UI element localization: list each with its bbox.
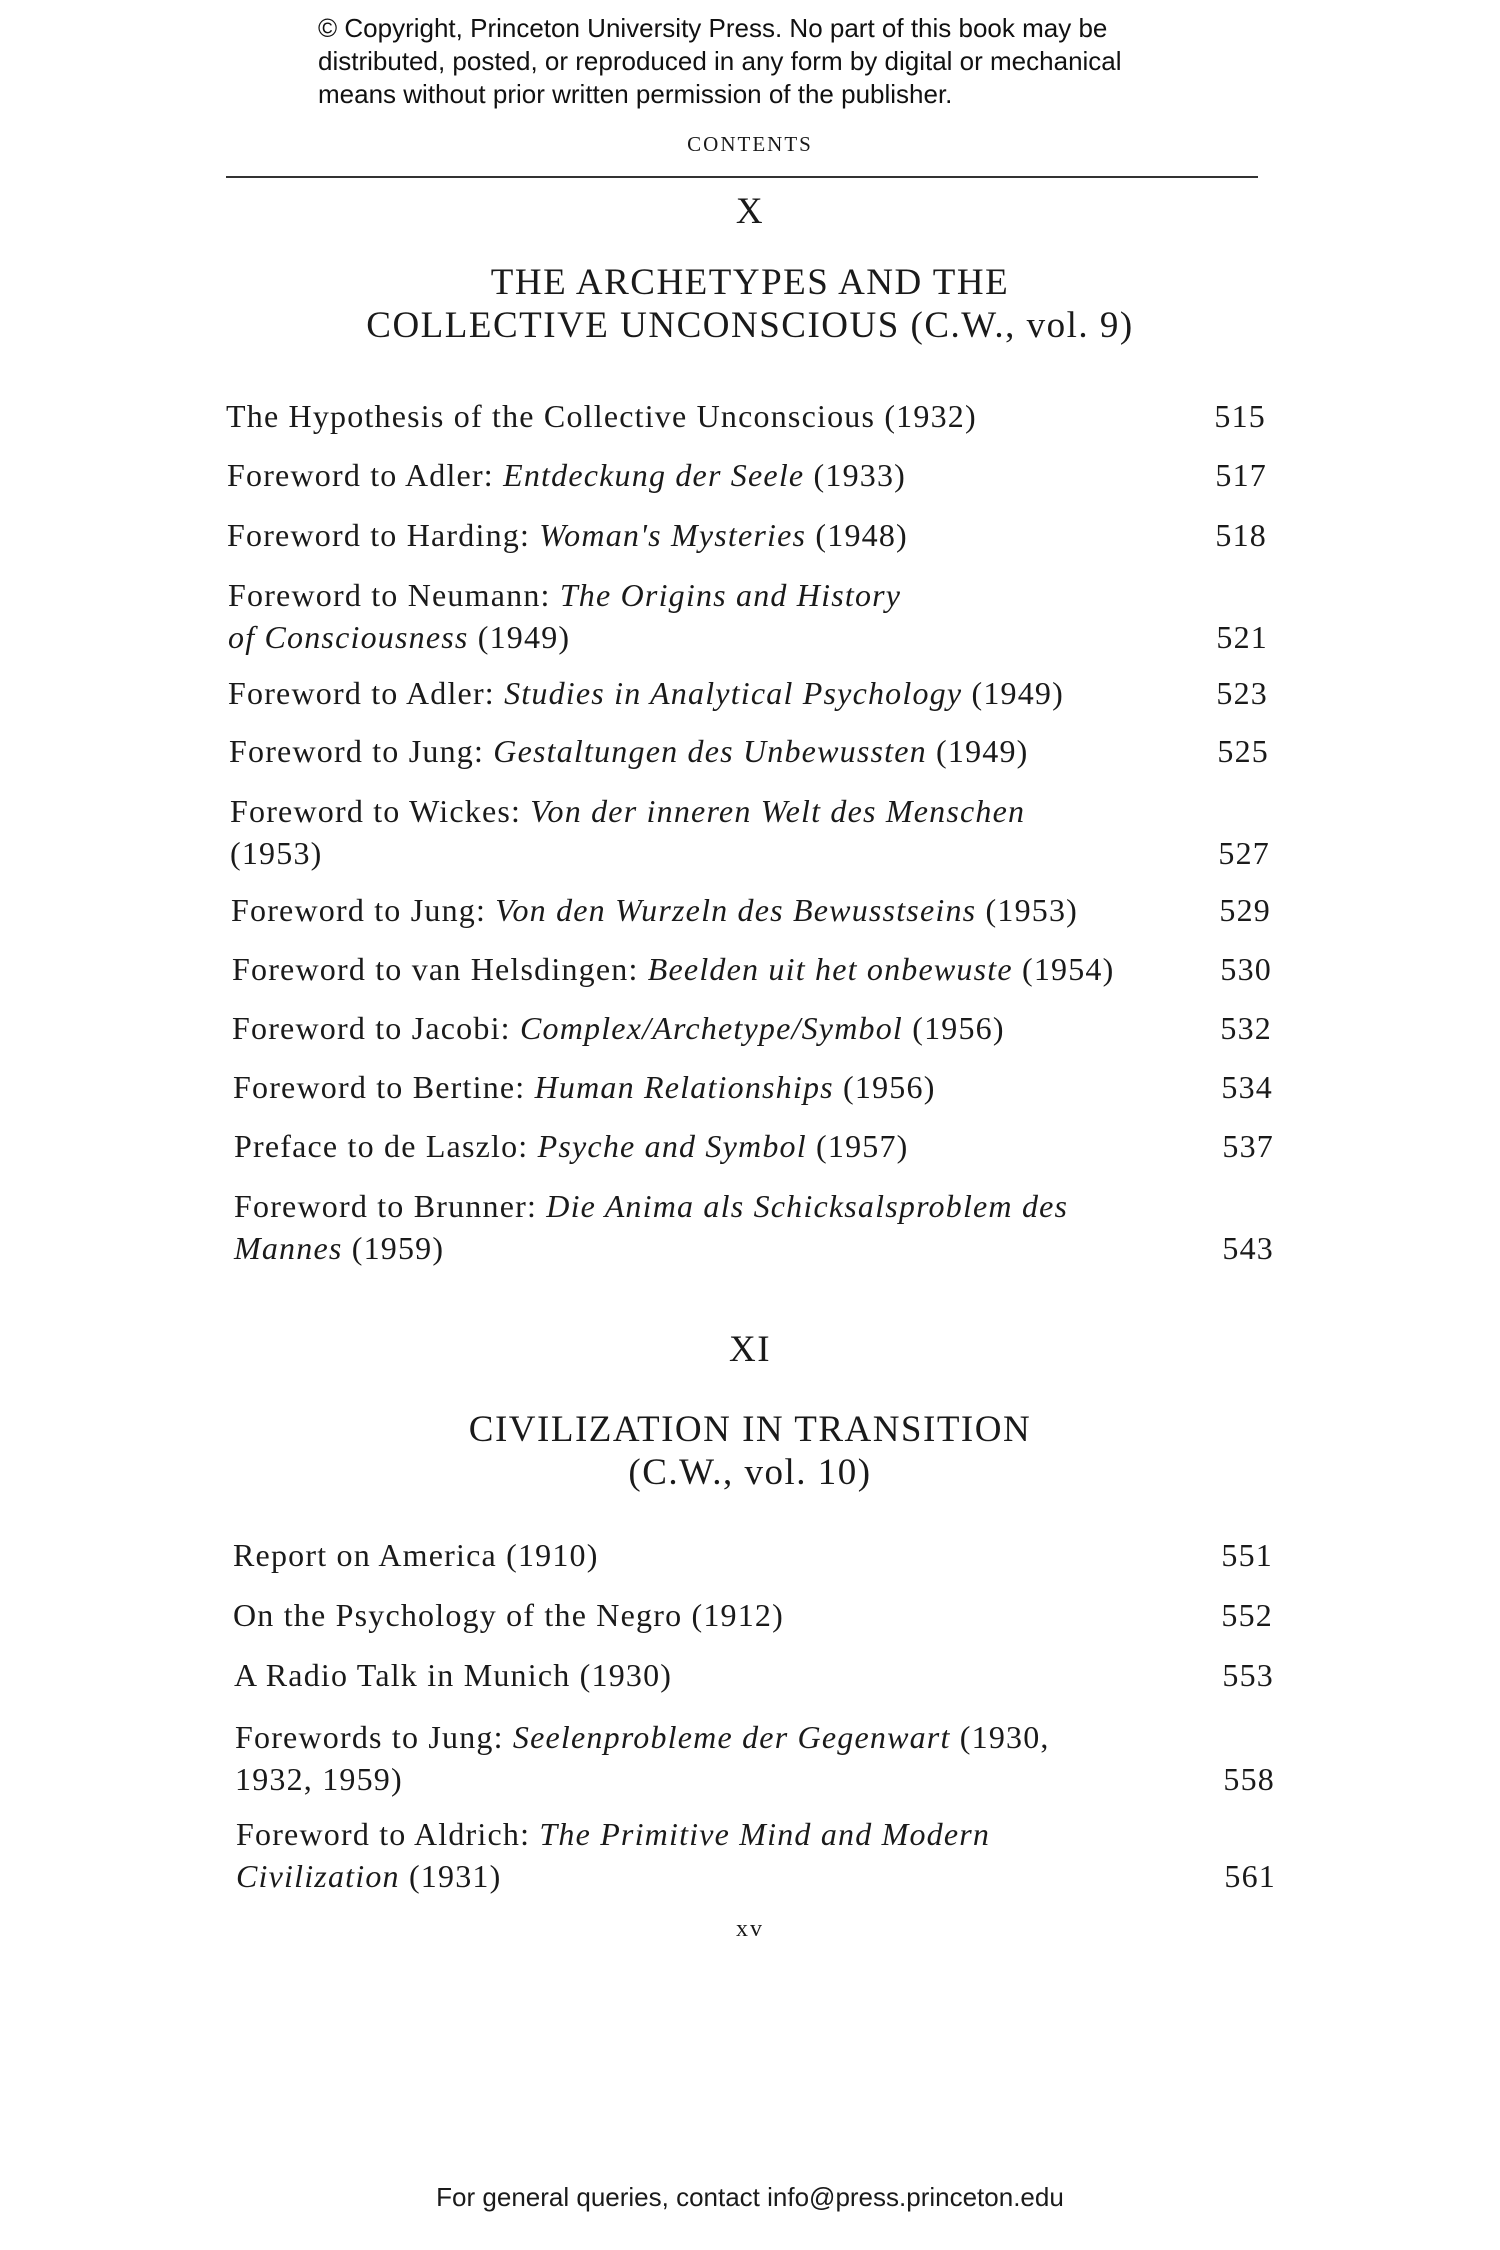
toc-entry-line: [235, 1758, 1275, 1800]
entry-text: A Radio Talk in Munich (1930): [234, 1657, 673, 1693]
entry-title-italic: Mannes: [234, 1230, 343, 1266]
entry-text: (1953): [976, 892, 1079, 928]
toc-entry: [234, 1654, 1274, 1696]
toc-entry-line: [232, 1007, 1272, 1049]
entry-text: (1959): [342, 1230, 445, 1266]
copyright-notice: [318, 12, 1218, 111]
toc-entry-line: [236, 1855, 1276, 1897]
entry-text: Foreword to Aldrich:: [236, 1816, 540, 1852]
entry-page-number: 532: [1220, 1010, 1272, 1046]
toc-entry: [228, 672, 1268, 714]
copyright-line: © Copyright, Princeton University Press. No part of this book may be: [318, 13, 1108, 43]
toc-entry: [234, 1125, 1274, 1167]
entry-title-italic: Woman's Mysteries: [539, 517, 807, 553]
toc-entry: [236, 1813, 1276, 1897]
section-title: (C.W., vol. 10): [628, 1452, 872, 1493]
section-title: CIVILIZATION IN TRANSITION: [468, 1409, 1032, 1450]
entry-text: Foreword to Neumann:: [228, 577, 560, 613]
entry-text: (1949): [468, 619, 571, 655]
entry-page-number: 534: [1221, 1069, 1273, 1105]
entry-title-italic: Civilization: [236, 1858, 400, 1894]
entry-text: Foreword to Adler:: [228, 675, 505, 711]
entry-text: (1930,: [950, 1719, 1050, 1755]
copyright-line: distributed, posted, or reproduced in any form by digital or mechanical: [318, 46, 1122, 76]
entry-text: Foreword to Bertine:: [233, 1069, 535, 1105]
entry-title-italic: of Consciousness: [228, 619, 469, 655]
toc-entry: [233, 1066, 1273, 1108]
toc-entry: [231, 889, 1271, 931]
toc-entry: [227, 454, 1267, 496]
entry-text: 1932, 1959): [235, 1761, 403, 1797]
toc-entry: [232, 1007, 1272, 1049]
entry-text: (1954): [1012, 951, 1115, 987]
entry-text: (1949): [926, 733, 1029, 769]
toc-entry: [233, 1534, 1273, 1576]
entry-page-number: 521: [1216, 619, 1268, 655]
toc-entry-line: [228, 574, 1268, 616]
toc-entry: [230, 790, 1270, 874]
toc-entry-line: [230, 790, 1270, 832]
section-title: COLLECTIVE UNCONSCIOUS (C.W., vol. 9): [366, 305, 1134, 346]
entry-text: Foreword to Brunner:: [234, 1188, 547, 1224]
entry-title-italic: Seelenprobleme der Gegenwart: [512, 1719, 951, 1755]
toc-entry-line: [233, 1066, 1273, 1108]
entry-text: On the Psychology of the Negro (1912): [233, 1597, 784, 1633]
toc-entry-line: [228, 672, 1268, 714]
toc-entry-line: [236, 1813, 1276, 1855]
entry-text: Foreword to Wickes:: [230, 793, 531, 829]
entry-page-number: 553: [1222, 1657, 1274, 1693]
running-head: CONTENTS: [687, 132, 813, 156]
entry-text: (1953): [230, 835, 323, 871]
entry-page-number: 551: [1221, 1537, 1273, 1573]
toc-entry: [235, 1716, 1275, 1800]
toc-entry-line: [234, 1654, 1274, 1696]
entry-text: (1948): [806, 517, 908, 553]
entry-text: (1949): [962, 675, 1064, 711]
entry-page-number: 537: [1222, 1128, 1274, 1164]
header-rule: [226, 176, 1258, 178]
copyright-line: means without prior written permission of the publisher.: [318, 79, 953, 109]
entry-title-italic: The Primitive Mind and Modern: [539, 1816, 991, 1852]
entry-page-number: 525: [1217, 733, 1269, 769]
entry-title-italic: Entdeckung der Seele: [503, 457, 805, 493]
toc-entry-line: [234, 1185, 1274, 1227]
entry-title-italic: Von der inneren Welt des Menschen: [530, 793, 1026, 829]
entry-page-number: 515: [1214, 398, 1266, 434]
toc-entry-line: [234, 1125, 1274, 1167]
entry-page-number: 523: [1216, 675, 1268, 711]
entry-title-italic: Complex/Archetype/Symbol: [519, 1010, 904, 1046]
toc-entry-line: [226, 395, 1266, 437]
entry-text: (1933): [804, 457, 907, 493]
toc-entry-line: [235, 1716, 1275, 1758]
toc-entry: [233, 1594, 1273, 1636]
toc-entry: [232, 948, 1272, 990]
entry-page-number: 517: [1215, 457, 1267, 493]
entry-page-number: 527: [1218, 835, 1270, 871]
entry-text: (1956): [903, 1010, 1005, 1046]
toc-entry: [227, 514, 1267, 556]
entry-text: Forewords to Jung:: [235, 1719, 513, 1755]
entry-title-italic: Studies in Analytical Psychology: [504, 675, 963, 711]
entry-title-italic: Gestaltungen des Unbewussten: [493, 733, 927, 769]
entry-text: Foreword to Jung:: [231, 892, 496, 928]
entry-page-number: 529: [1219, 892, 1271, 928]
toc-entry-line: [233, 1594, 1273, 1636]
toc-entry: [226, 395, 1266, 437]
entry-page-number: 561: [1224, 1858, 1276, 1894]
entry-text: (1957): [806, 1128, 909, 1164]
entry-text: (1956): [833, 1069, 936, 1105]
section-number: X: [735, 191, 765, 232]
toc-entry-line: [227, 514, 1267, 556]
entry-text: Foreword to Adler:: [227, 457, 504, 493]
entry-page-number: 543: [1222, 1230, 1274, 1266]
toc-entry-line: [227, 454, 1267, 496]
entry-page-number: 558: [1223, 1761, 1275, 1797]
toc-entry: [229, 730, 1269, 772]
entry-text: The Hypothesis of the Collective Unconscious (1932): [226, 398, 977, 434]
toc-entry: [228, 574, 1268, 658]
entry-title-italic: Human Relationships: [534, 1069, 834, 1105]
entry-text: Report on America (1910): [233, 1537, 599, 1573]
entry-text: Preface to de Laszlo:: [234, 1128, 538, 1164]
toc-entry-line: [229, 730, 1269, 772]
toc-entry-line: [233, 1534, 1273, 1576]
section-number: XI: [728, 1329, 772, 1370]
entry-title-italic: The Origins and History: [559, 577, 902, 613]
entry-page-number: 530: [1220, 951, 1272, 987]
toc-entry: [234, 1185, 1274, 1269]
entry-page-number: 518: [1215, 517, 1267, 553]
entry-text: (1931): [399, 1858, 502, 1894]
page-number: xv: [736, 1916, 764, 1942]
toc-entry-line: [234, 1227, 1274, 1269]
toc-entry-line: [228, 616, 1268, 658]
entry-page-number: 552: [1221, 1597, 1273, 1633]
entry-title-italic: Beelden uit het onbewuste: [647, 951, 1013, 987]
entry-title-italic: Die Anima als Schicksalsproblem des: [546, 1188, 1069, 1224]
entry-title-italic: Von den Wurzeln des Bewusstseins: [495, 892, 977, 928]
toc-entry-line: [230, 832, 1270, 874]
footer-contact: For general queries, contact info@press.princeton.edu: [436, 2182, 1064, 2212]
entry-text: Foreword to van Helsdingen:: [232, 951, 648, 987]
section-title: THE ARCHETYPES AND THE: [490, 262, 1010, 303]
entry-text: Foreword to Jung:: [229, 733, 494, 769]
entry-title-italic: Psyche and Symbol: [537, 1128, 807, 1164]
entry-text: Foreword to Harding:: [227, 517, 540, 553]
entry-text: Foreword to Jacobi:: [232, 1010, 520, 1046]
toc-entry-line: [231, 889, 1271, 931]
toc-entry-line: [232, 948, 1272, 990]
